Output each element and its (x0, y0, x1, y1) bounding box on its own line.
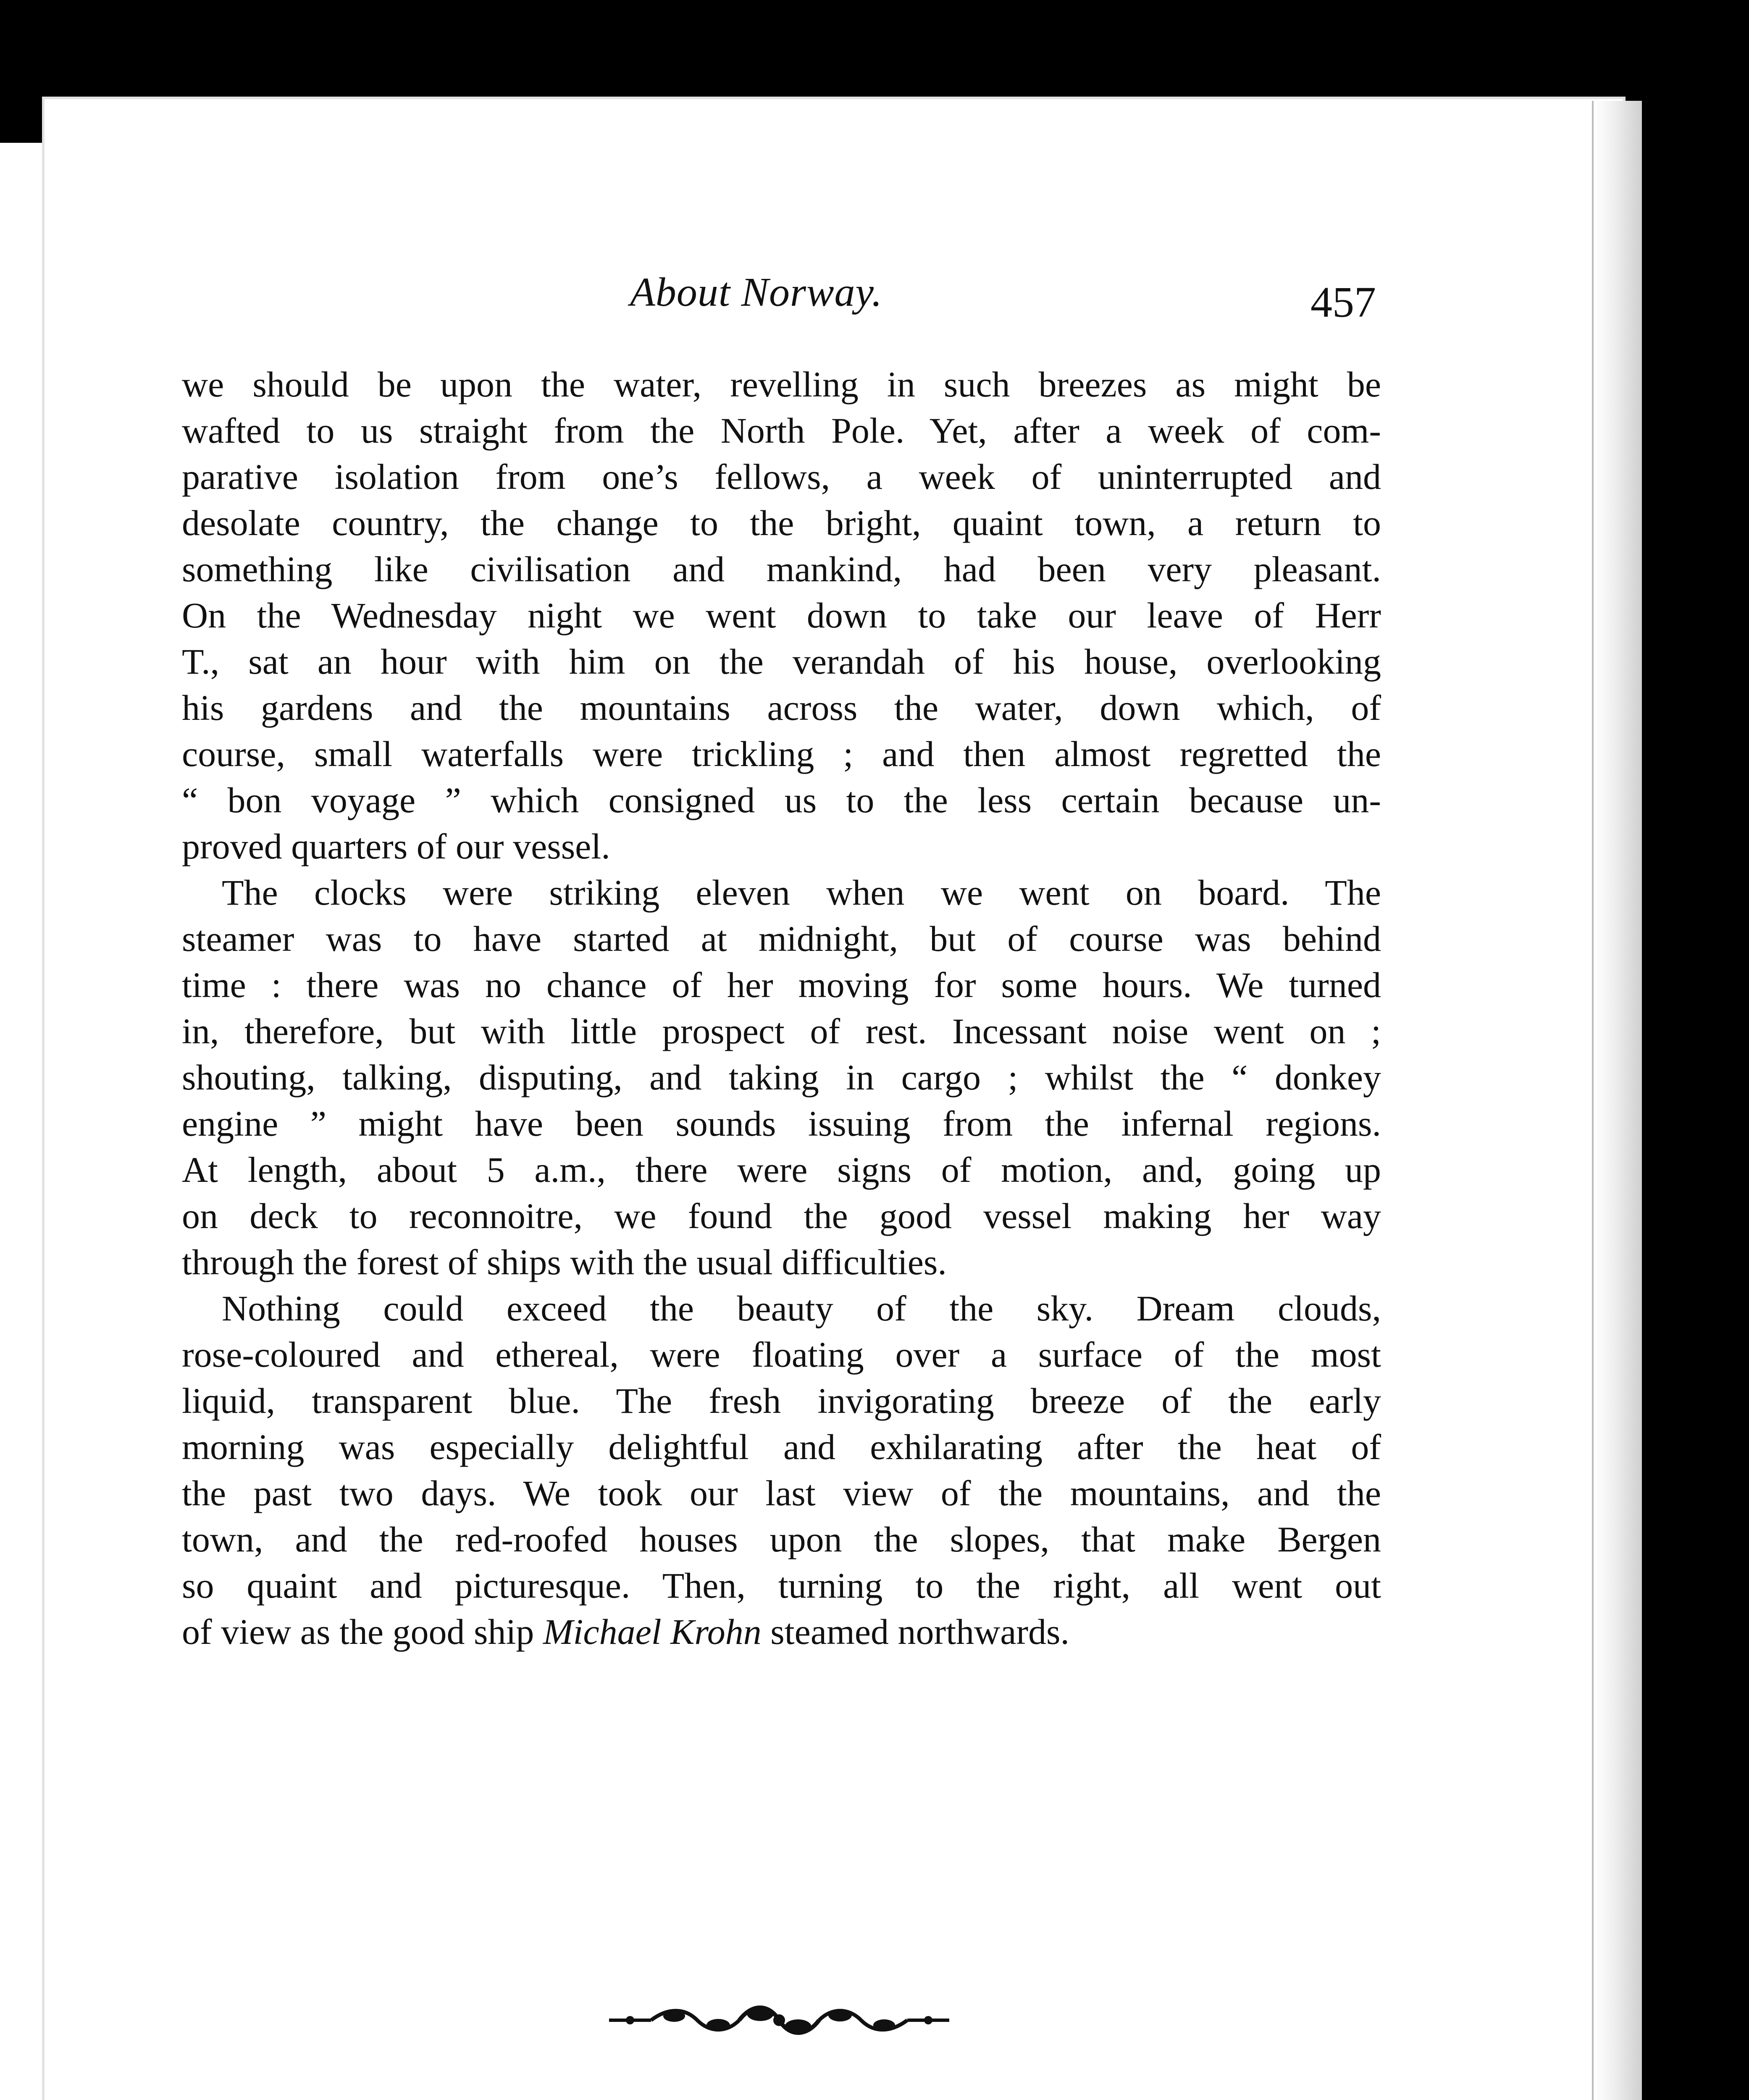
paragraph-2 (182, 869, 1381, 1285)
text-line: liquid, transparent blue. The fresh invigorating breeze of the early (182, 1381, 1381, 1421)
text-line: so quaint and picturesque. Then, turning to the right, all went out (182, 1565, 1381, 1606)
text-line: Nothing could exceed the beauty of the sky. Dream clouds, (222, 1288, 1381, 1328)
text-line: shouting, talking, disputing, and taking in cargo ; whilst the “ donkey (182, 1057, 1381, 1097)
vine-scroll-ornament-icon (605, 2003, 953, 2037)
text-line: we should be upon the water, revelling in such breezes as might be (182, 364, 1381, 404)
text-fragment: of view as the good ship (182, 1612, 543, 1652)
text-line: At length, about 5 a.m., there were signs of motion, and, going up (182, 1150, 1381, 1190)
text-line: in, therefore, but with little prospect of rest. Incessant noise went on ; (182, 1011, 1381, 1051)
text-line: parative isolation from one’s fellows, a week of uninterrupted and (182, 457, 1381, 497)
text-line: morning was especially delightful and exhilarating after the heat of (182, 1427, 1381, 1467)
text-line: on deck to reconnoitre, we found the good vessel making her way (182, 1196, 1381, 1236)
text-line: T., sat an hour with him on the verandah of his house, overlooking (182, 641, 1381, 682)
text-line: town, and the red-roofed houses upon the slopes, that make Bergen (182, 1519, 1381, 1559)
text-line: engine ” might have been sounds issuing from the infernal regions. (182, 1103, 1381, 1144)
body-text (182, 361, 1381, 1655)
text-line: desolate country, the change to the bright, quaint town, a return to (182, 503, 1381, 543)
page-edge-right (1592, 101, 1642, 2100)
text-line: proved quarters of our vessel. (182, 826, 610, 866)
ship-name: Michael Krohn (543, 1612, 762, 1652)
page-number: 457 (1310, 278, 1376, 326)
text-line: the past two days. We took our last view of the mountains, and the (182, 1473, 1381, 1513)
text-line: On the Wednesday night we went down to take our leave of Herr (182, 595, 1381, 635)
text-line: something like civilisation and mankind, had been very pleasant. (182, 549, 1381, 589)
text-line: his gardens and the mountains across the water, down which, of (182, 688, 1381, 728)
text-line: rose-coloured and ethereal, were floating over a surface of the most (182, 1334, 1381, 1375)
text-line: steamer was to have started at midnight, but of course was behind (182, 919, 1381, 959)
text-fragment: steamed northwards. (761, 1612, 1069, 1652)
text-line: The clocks were striking eleven when we went on board. The (222, 872, 1381, 913)
text-line: “ bon voyage ” which consigned us to the less certain because un- (182, 780, 1381, 820)
text-line-final (182, 1609, 1381, 1655)
text-line: time : there was no chance of her moving for some hours. We turned (182, 965, 1381, 1005)
paragraph-1 (182, 361, 1381, 869)
text-line: wafted to us straight from the North Pole. Yet, after a week of com- (182, 410, 1381, 451)
paragraph-3 (182, 1285, 1381, 1655)
text-line: course, small waterfalls were trickling ; and then almost regretted the (182, 734, 1381, 774)
text-line: through the forest of ships with the usual difficulties. (182, 1242, 947, 1282)
running-title: About Norway. (630, 270, 883, 315)
